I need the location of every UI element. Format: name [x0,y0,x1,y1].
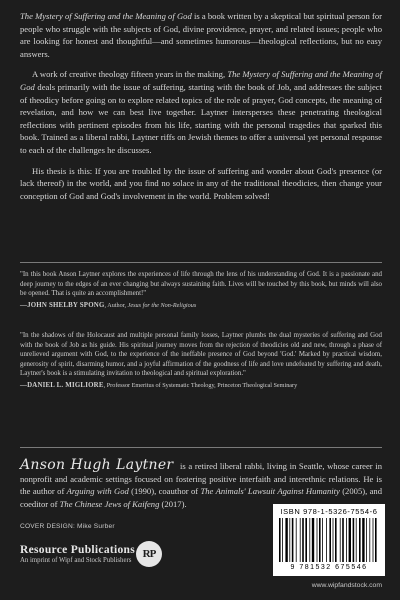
bio-book-title: The Chinese Jews of Kaifeng [59,498,160,509]
description-paragraph-3 [20,165,382,203]
endorser-affiliation: , Professor Emeritus of Systematic Theology, Princeton Theological Seminary [103,381,298,389]
bio-text: (2005), and coeditor of [20,486,383,509]
affiliation-text: , Author, [104,301,128,309]
bio-book-title: The Animals' Lawsuit Against Humanity [200,486,340,497]
publisher-url: www.wipfandstock.com [311,582,382,589]
bio-text: (2017). [159,498,187,509]
description-paragraph-2 [20,68,382,156]
endorsement-attribution [20,301,382,311]
description-text: His thesis is this: If you are troubled by the issue of suffering and wonder about God's presence (or lack thereof) in the world, and you find no solace in any of the traditional theodicies, then change your conception of God and God's involvement in the world. Problem solved! [20,165,382,201]
affiliation-book: Jesus for the Non-Religious [127,301,197,309]
endorsement-quote: "In this book Anson Laytner explores the experiences of life through the lens of his understanding of God. It is a passionate and deep journey to the edges of an ever changing but always sustaining faith. Lives will be touched by this book, but minds will also be opened. That is quite an accomplishment!" [20,271,382,298]
endorsement-attribution [20,381,382,391]
description-text: deals primarily with the issue of suffering, starting with the book of Job, and addresses the subject of theodicy before going on to explore related topics of the role of prayer, God concepts, the meaning of revelation, and how we can best live together. Laytner intersperses these penetrating theological reflections with pertinent episodes from his life, starting with the personal tragedies that sparked this book. Trained as a liberal rabbi, Laytner riffs on Jewish themes to offer a universal yet personal response to each of the challenges he discusses. [20,81,382,155]
endorsement-quote: "In the shadows of the Holocaust and multiple personal family losses, Laytner plumbs the dual mysteries of suffering and God with the book of Job as his guide. His spiritual journey moves from the rejection of theodicies old and new, through a phase of unrelieved argument with God, to the experience of the ineffable presence of God beyond 'God.' Marked by practical wisdom, generosity of spirit, disarming humor, and a joyful affirmation of the goodness of life and love undefeated by suffering and death, Laytner's book is a stimulating invitation to theological and spiritual exploration." [20,332,382,378]
endorser-name: —JOHN SHELBY SPONG [20,301,105,309]
description-text: is a book written by a skeptical but spiritual person for people who struggle with the subjects of God, divine providence, prayer, and related issues; people who are looking for honest and thoughtful—and sometimes humorous—theological reflections, but no easy answers. [20,11,382,59]
description-text: A work of creative theology fifteen years in the making, [32,69,228,80]
divider [20,447,382,448]
cover-design-credit: COVER DESIGN: Mike Surber [20,523,115,530]
isbn-barcode [273,504,385,576]
endorser-name: —DANIEL L. MIGLIORE [20,381,104,389]
bio-text: (1990), coauthor of [128,486,201,497]
endorser-affiliation [105,302,197,309]
author-bio [20,459,382,510]
book-description [20,10,382,210]
isbn-digits: 9 781532 675546 [290,564,368,571]
book-title: The Mystery of Suffering and the Meaning of God [20,69,382,92]
endorsement-migliore [20,331,382,391]
publisher-block [20,544,135,564]
description-paragraph-1 [20,10,382,60]
endorsement-spong [20,270,382,310]
bio-text: is a retired liberal rabbi, living in Seattle, whose career in nonprofit and academic settings focused on fostering positive interfaith and interethnic relations. He is the author of [20,461,382,497]
bio-book-title: Arguing with God [66,486,129,497]
publisher-imprint: An imprint of Wipf and Stock Publishers [20,557,132,564]
barcode-icon [279,518,379,564]
book-title: The Mystery of Suffering and the Meaning of God [20,11,192,21]
isbn-label: ISBN 978-1-5326-7554-6 [280,507,378,516]
divider [20,262,382,263]
publisher-name: Resource Publications [20,544,136,556]
publisher-logo-icon: RP [136,541,162,567]
author-signature: Anson Hugh Laytner [20,457,174,473]
